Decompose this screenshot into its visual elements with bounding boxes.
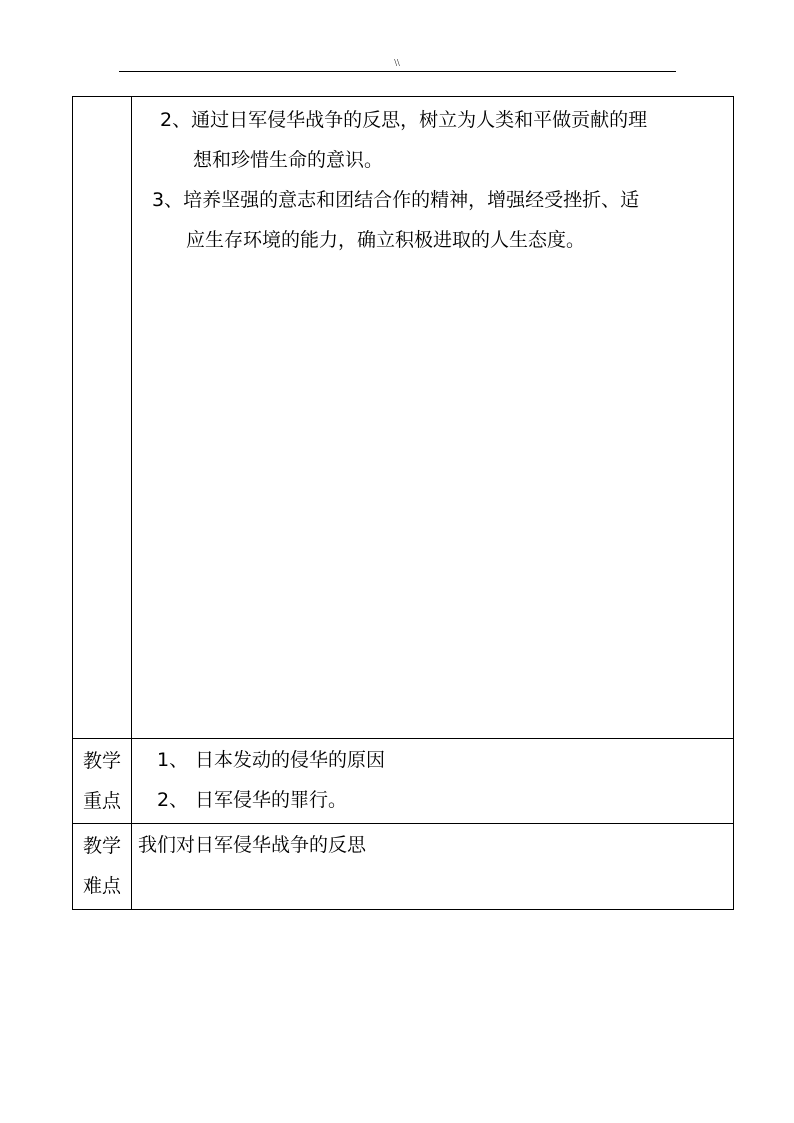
key-points-label-line-1: 教学: [82, 750, 121, 772]
key-point-item: [132, 740, 733, 780]
difficulties-label: [73, 824, 132, 910]
page-header-mark: \\: [394, 58, 400, 69]
objective-2-line-2: 想和珍惜生命的意识。: [193, 149, 384, 171]
key-point-number: 2、: [157, 789, 189, 811]
header-rule: [119, 71, 676, 72]
objective-item-2: [132, 100, 733, 180]
objective-3-line-2: 应生存环境的能力，确立积极进取的人生态度。: [186, 229, 586, 251]
lesson-plan-table: [72, 96, 734, 910]
key-point-text: 日军侵华的罪行。: [195, 789, 348, 811]
key-point-number: 1、: [157, 749, 189, 771]
objectives-row: [73, 97, 734, 739]
objectives-label-cell: [73, 97, 132, 739]
key-point-text: 日本发动的侵华的原因: [195, 749, 386, 771]
difficulties-label-line-1: 教学: [82, 835, 121, 857]
key-points-label: [73, 739, 132, 824]
difficulty-text: 我们对日军侵华战争的反思: [138, 834, 367, 856]
objective-2-line-1: 2、通过日军侵华战争的反思，树立为人类和平做贡献的理: [160, 109, 648, 131]
key-points-content: [132, 739, 734, 824]
difficulties-label-line-2: 难点: [82, 875, 121, 897]
key-point-item: [132, 780, 733, 820]
objectives-content-cell: [132, 97, 734, 739]
key-points-row: [73, 739, 734, 824]
key-points-label-line-2: 重点: [82, 790, 121, 812]
objective-3-line-1: 3、培养坚强的意志和团结合作的精神，增强经受挫折、适: [152, 189, 640, 211]
difficulties-content: [132, 824, 734, 910]
objective-item-3: [132, 180, 733, 260]
difficulties-row: [73, 824, 734, 910]
